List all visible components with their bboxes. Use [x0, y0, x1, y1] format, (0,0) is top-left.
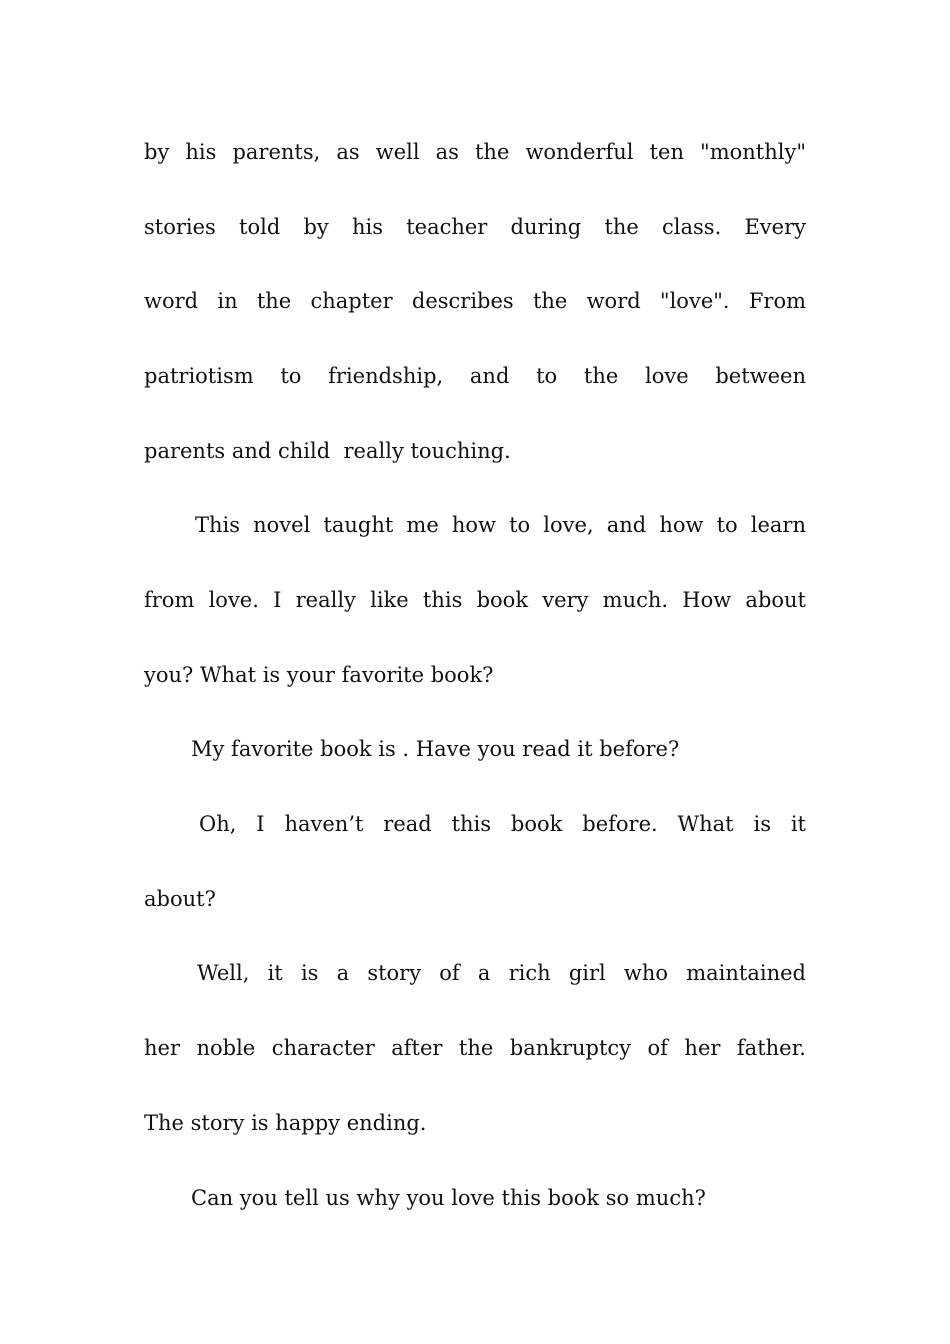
text-line-4: patriotism to friendship, and to the love between	[144, 364, 806, 388]
paragraph-line-2: from love. I really like this book very much. How about	[144, 588, 806, 612]
text-line-5: parents and child really touching.	[144, 439, 511, 463]
dialogue-line-7: Can you tell us why you love this book so much?	[191, 1186, 706, 1210]
dialogue-line-4: Well, it is a story of a rich girl who maintained	[197, 961, 806, 985]
text-line-1: by his parents, as well as the wonderful ten "monthly"	[144, 140, 806, 164]
paragraph-line-3: you? What is your favorite book?	[144, 663, 494, 687]
dialogue-line-5: her noble character after the bankruptcy of her father.	[144, 1036, 806, 1060]
dialogue-line-2: Oh, I haven’t read this book before. What is it	[199, 812, 806, 836]
dialogue-line-6: The story is happy ending.	[144, 1111, 427, 1135]
text-line-3: word in the chapter describes the word "love". From	[144, 289, 806, 313]
dialogue-line-1: My favorite book is . Have you read it before?	[191, 737, 680, 761]
text-line-2: stories told by his teacher during the class. Every	[144, 215, 806, 239]
paragraph-line-1: This novel taught me how to love, and how to learn	[195, 513, 806, 537]
dialogue-line-3: about?	[144, 887, 216, 911]
